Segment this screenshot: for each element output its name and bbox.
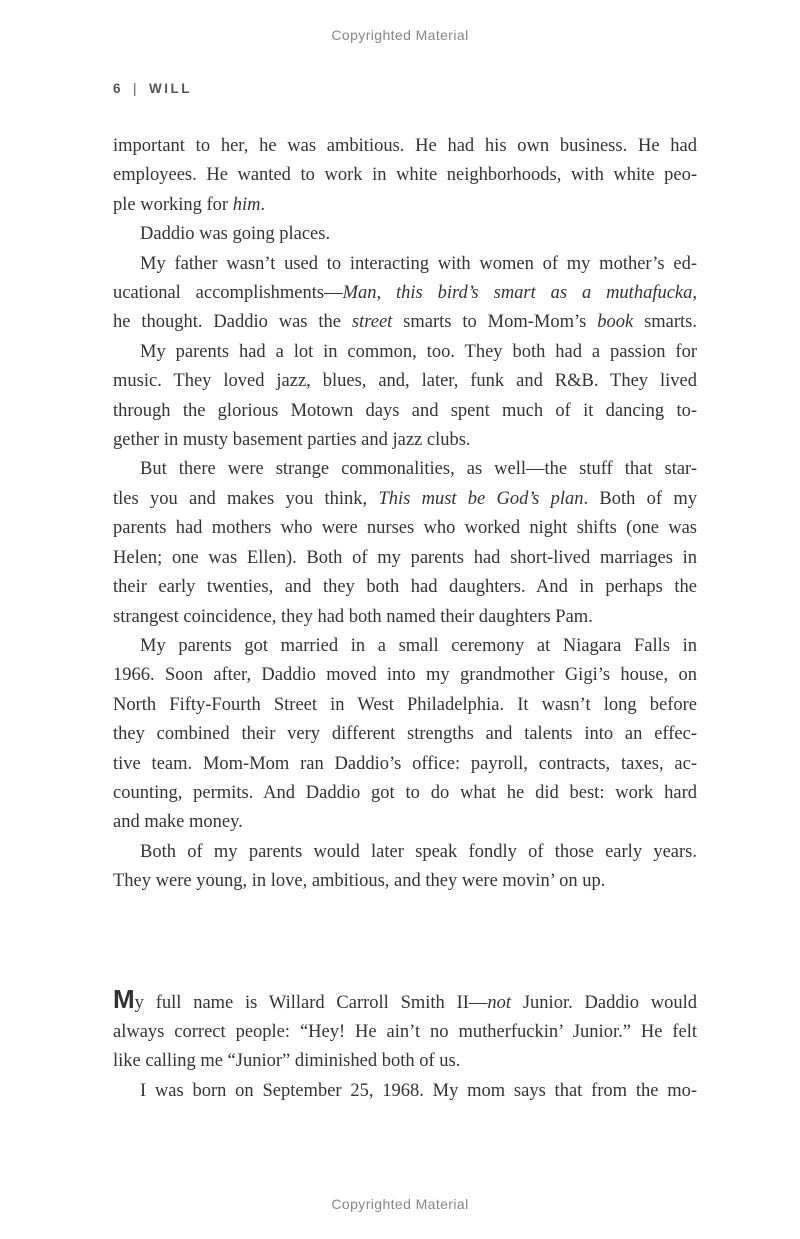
text-line: [113, 338, 697, 367]
body-text-segment: But there were strange commonalities, as well—the stuff that star-: [140, 459, 697, 480]
italic-text: book: [597, 312, 634, 333]
para-married-niagara: [113, 632, 697, 838]
body-text-segment: My father wasn’t used to interacting with women of my mother’s ed-: [140, 253, 697, 274]
text-line: [113, 632, 697, 661]
para-full-name: [113, 985, 697, 1077]
body-text-segment: always correct people: “Hey! He ain’t no mutherfuckin’ Junior.” He felt: [113, 1021, 697, 1042]
body-text-segment: parents had mothers who were nurses who worked night shifts (one was: [113, 518, 697, 539]
body-text-segment: smarts.: [633, 312, 697, 333]
para-father-interacting: [113, 250, 697, 338]
text-line: [113, 397, 697, 426]
text-line: [113, 455, 697, 484]
text-line: [113, 661, 697, 690]
text-line: [113, 132, 697, 161]
body-text-segment: he thought. Daddio was the: [113, 312, 352, 333]
text-line: [113, 1077, 697, 1106]
para-parents-in-common: [113, 338, 697, 456]
text-line: [113, 220, 697, 249]
text-line: [113, 603, 697, 632]
body-text-segment: Both of my parents would later speak fondly of those early years.: [140, 841, 697, 862]
body-text-segment: counting, permits. And Daddio got to do what he did best: work hard: [113, 782, 697, 803]
body-text-segment: I was born on September 25, 1968. My mom says that from the mo-: [140, 1080, 697, 1101]
body-text-segment: y full name is Willard Carroll Smith II—: [134, 992, 488, 1013]
body-text-segment: their early twenties, and they both had daughters. And in perhaps the: [113, 577, 697, 598]
body-text-segment: My parents had a lot in common, too. They both had a passion for: [140, 341, 697, 362]
copyright-notice-top: Copyrighted Material: [331, 27, 469, 43]
text-line: [113, 367, 697, 396]
body-text-segment: ucational accomplishments—: [113, 283, 343, 304]
body-text: [113, 132, 697, 1106]
italic-text: Man, this bird’s smart as a muthafucka,: [342, 283, 698, 304]
body-text-segment: ple working for: [113, 194, 233, 215]
text-line: [113, 985, 697, 1018]
body-text-segment: Junior. Daddio would: [511, 992, 697, 1013]
text-line: [113, 779, 697, 808]
body-text-segment: they combined their very different strengths and talents into an effec-: [113, 724, 697, 745]
bold-initial: M: [113, 983, 135, 1014]
italic-text: not: [487, 992, 512, 1013]
italic-text: This must be God’s plan: [378, 488, 584, 509]
text-line: [113, 514, 697, 543]
text-line: [113, 161, 697, 190]
text-line: [113, 250, 697, 279]
body-text-segment: My parents got married in a small ceremony at Niagara Falls in: [140, 635, 697, 656]
text-line: [113, 1047, 697, 1076]
body-text-segment: 1966. Soon after, Daddio moved into my grandmother Gigi’s house, on: [113, 665, 697, 686]
para-speak-fondly: [113, 838, 697, 897]
italic-text: him: [232, 194, 261, 215]
header-separator: |: [133, 81, 140, 96]
text-line: [113, 573, 697, 602]
running-header: [113, 81, 192, 96]
body-text-segment: Daddio was going places.: [140, 224, 331, 245]
body-text-segment: important to her, he was ambitious. He had his own business. He had: [113, 136, 697, 156]
text-line: [113, 308, 697, 337]
page-number: 6: [113, 81, 124, 96]
para-born: [113, 1077, 697, 1106]
text-line: [113, 691, 697, 720]
para-strange-commonalities: [113, 455, 697, 631]
body-text-segment: Helen; one was Ellen). Both of my parents had short-lived marriages in: [113, 547, 697, 568]
text-line: [113, 544, 697, 573]
book-title: WILL: [149, 81, 193, 96]
text-line: [113, 808, 697, 837]
text-line: [113, 750, 697, 779]
body-text-segment: tive team. Mom-Mom ran Daddio’s office: payroll, contracts, taxes, ac-: [113, 753, 697, 774]
para-continued: [113, 132, 697, 220]
text-line: [113, 279, 697, 308]
text-line: [113, 838, 697, 867]
body-text-segment: .: [260, 194, 266, 215]
body-text-segment: employees. He wanted to work in white neighborhoods, with white peo-: [113, 165, 697, 186]
body-text-segment: music. They loved jazz, blues, and, later, funk and R&B. They lived: [113, 371, 697, 392]
text-line: [113, 191, 697, 220]
text-line: [113, 485, 697, 514]
para-daddio-going-places: [113, 220, 697, 249]
body-text-segment: strangest coincidence, they had both named their daughters Pam.: [113, 606, 593, 627]
body-text-segment: like calling me “Junior” diminished both of us.: [113, 1051, 461, 1072]
body-text-segment: They were young, in love, ambitious, and they were movin’ on up.: [113, 871, 606, 892]
body-text-segment: through the glorious Motown days and spent much of it dancing to-: [113, 400, 697, 421]
body-text-segment: gether in musty basement parties and jazz clubs.: [113, 430, 471, 451]
copyright-notice-bottom: Copyrighted Material: [331, 1196, 469, 1212]
text-line: [113, 720, 697, 749]
italic-text: street: [351, 312, 393, 333]
text-line: [113, 1018, 697, 1047]
body-text-segment: and make money.: [113, 812, 243, 833]
text-line: [113, 426, 697, 455]
body-text-segment: tles you and makes you think,: [113, 488, 379, 509]
text-line: [113, 867, 697, 896]
body-text-segment: smarts to Mom-Mom’s: [392, 312, 598, 333]
body-text-segment: North Fifty-Fourth Street in West Philadelphia. It wasn’t long before: [113, 694, 697, 715]
body-text-segment: . Both of my: [583, 488, 697, 509]
